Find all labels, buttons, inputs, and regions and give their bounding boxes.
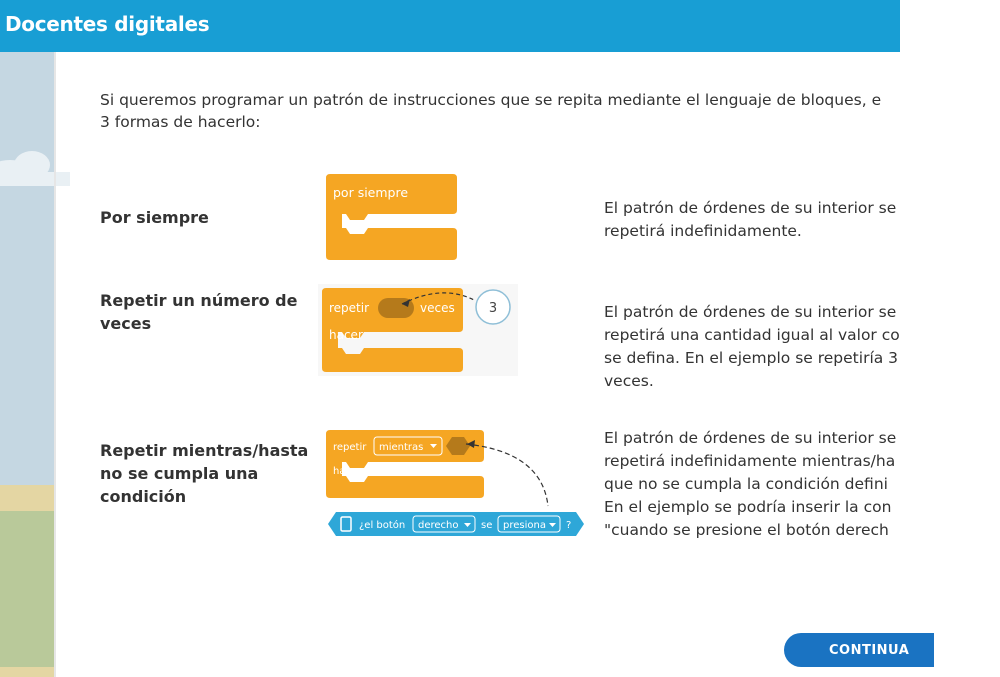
app-title: Docentes digitales [5,12,210,36]
desc-line: que no se cumpla la condición defini [604,475,888,493]
cond-prefix: ¿el botón [359,520,406,531]
row-desc-repeat-while [604,427,924,542]
intro-line-1: Si queremos programar un patrón de instrucciones que se repita mediante el lenguaje de bloques, e [100,91,882,109]
row-title-line: Por siempre [100,208,209,227]
block-label-forever: por siempre [333,185,409,200]
desc-line: "cuando se presione el botón derech [604,521,889,539]
continue-button[interactable]: CONTINUA [784,633,934,667]
lesson-content [54,52,910,677]
row-title-repeat-while [100,439,308,508]
desc-line: El patrón de órdenes de su interior se [604,303,897,321]
row-title-line: Repetir un número de [100,291,298,310]
desc-line: repetirá una cantidad igual al valor co [604,326,900,344]
intro-text [100,89,1000,133]
desc-line: El patrón de órdenes de su interior se [604,429,897,447]
cond-suffix: ? [566,520,572,531]
block-label-do: hacer [333,466,362,477]
block-label-repeat: repetir [333,442,367,453]
block-label-do: hacer [329,328,363,342]
desc-line: En el ejemplo se podría inserir la con [604,498,892,516]
row-title-line: no se cumpla una [100,464,259,483]
repeat-while-block [326,430,596,546]
block-label-repeat: repetir [329,301,370,315]
desc-line: repetirá indefinidamente. [604,222,802,240]
forever-block [326,174,461,266]
row-title-forever [100,206,209,229]
row-desc-forever [604,197,924,243]
app-header [0,0,900,52]
block-label-times: veces [420,301,455,315]
row-title-line: veces [100,314,152,333]
desc-line: repetirá indefinidamente mientras/ha [604,452,896,470]
intro-line-2: 3 formas de hacerlo: [100,113,261,131]
sand-band [0,485,54,511]
desc-line: El patrón de órdenes de su interior se [604,199,897,217]
desc-line: veces. [604,372,654,390]
sand-band-bottom [0,667,54,677]
loop-mode-dropdown: mientras [379,442,424,453]
cond-button-dropdown: derecho [418,520,459,531]
row-title-repeat-n [100,289,297,335]
bubble-value: 3 [488,301,498,316]
cond-action-dropdown: presiona [503,520,546,531]
repeat-times-block [322,288,522,380]
row-title-line: condición [100,487,187,506]
grass-band [0,511,54,667]
background-illustration [0,52,54,677]
desc-line: se defina. En el ejemplo se repetiría 3 [604,349,899,367]
cond-mid: se [481,520,493,531]
row-title-line: Repetir mientras/hasta [100,441,309,460]
row-desc-repeat-n [604,301,924,393]
